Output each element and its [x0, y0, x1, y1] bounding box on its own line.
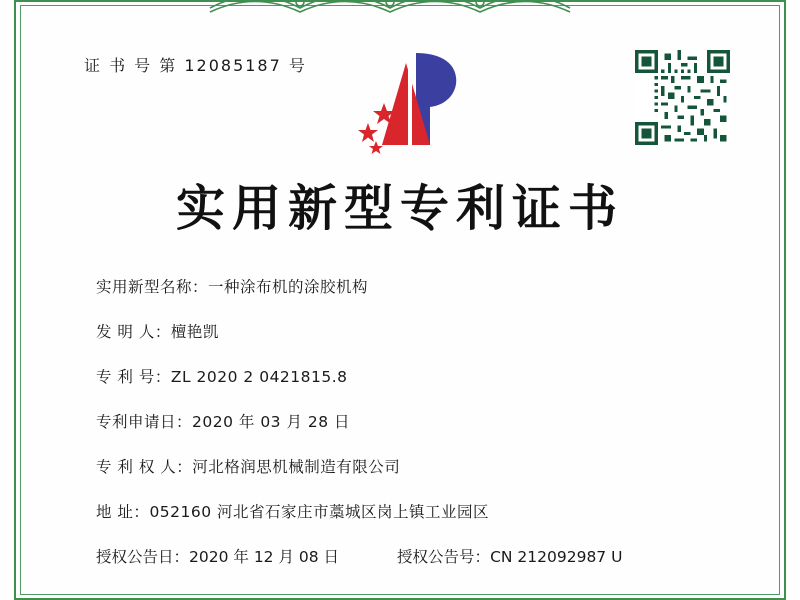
- field-value-patent-number: ZL 2020 2 0421815.8: [170, 368, 348, 386]
- field-label-application-date: 专利申请日：: [96, 413, 193, 431]
- grant-date-block: [96, 545, 339, 567]
- field-patentee: [96, 455, 740, 477]
- announcement-number-block: [397, 545, 622, 567]
- grant-date-value: 2020 年 12 月 08 日: [189, 548, 340, 566]
- field-address: [96, 500, 740, 522]
- border-top-ornament: [200, 0, 600, 16]
- field-grant-announcement: [96, 545, 740, 567]
- grant-date-label: 授权公告日：: [96, 548, 190, 566]
- field-label-inventor: 发 明 人：: [96, 323, 171, 341]
- field-label-utility-model-name: 实用新型名称：: [96, 278, 209, 296]
- field-value-application-date: 2020 年 03 月 28 日: [192, 413, 351, 431]
- field-utility-model-name: [96, 275, 740, 297]
- field-inventor: [96, 320, 740, 342]
- field-application-date: [96, 410, 740, 432]
- field-value-address: 052160 河北省石家庄市藁城区岗上镇工业园区: [149, 503, 490, 521]
- field-value-patentee: 河北格润思机械制造有限公司: [192, 458, 401, 476]
- field-value-inventor: 檀艳凯: [170, 323, 219, 341]
- page-title: 实用新型专利证书: [175, 180, 624, 237]
- field-label-patentee: 专 利 权 人：: [96, 458, 193, 476]
- field-patent-number: [96, 365, 740, 387]
- field-label-address: 地 址：: [96, 503, 150, 521]
- certificate-fields: [96, 275, 740, 567]
- certificate-number: 证 书 号 第 12085187 号: [84, 56, 307, 75]
- announcement-number-label: 授权公告号：: [397, 548, 491, 566]
- field-value-utility-model-name: 一种涂布机的涂胶机构: [208, 278, 369, 296]
- announcement-number-value: CN 212092987 U: [490, 548, 623, 566]
- cnipa-patent-emblem-icon: [344, 45, 464, 155]
- field-label-patent-number: 专 利 号：: [96, 368, 171, 386]
- verification-qr-code-icon: [635, 50, 730, 145]
